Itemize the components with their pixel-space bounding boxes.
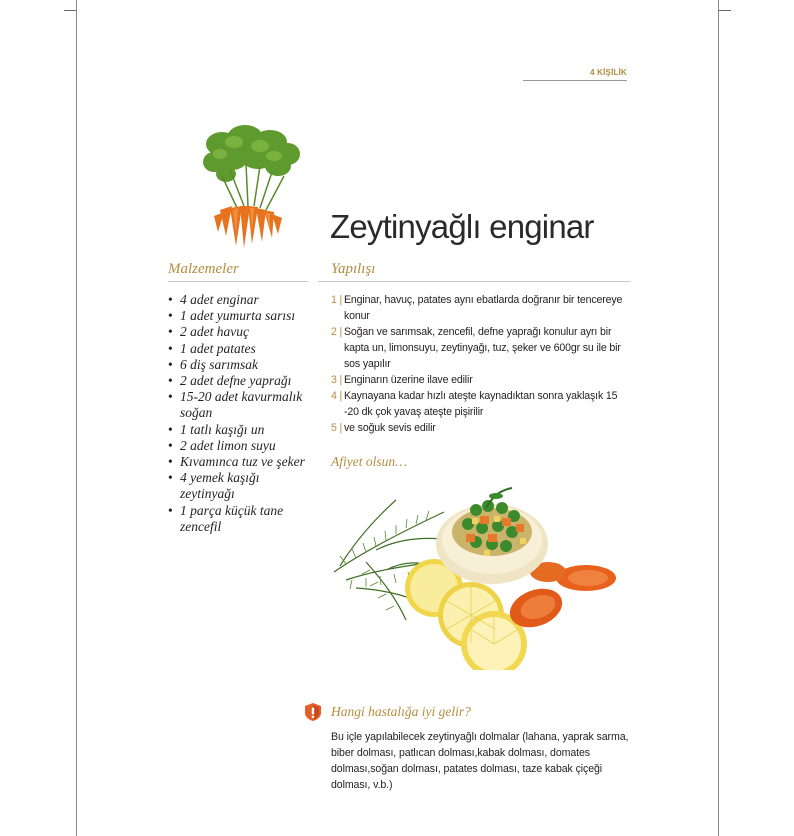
info-text: Bu içle yapılabilecek zeytinyağlı dolmalar (lahana, yaprak sarma, biber dolması, patlıcan dolması,kabak dolması, domates dolması,soğan dolması, patates dolması, taze kabak çiçeği dolması, v.b.) [331,731,629,791]
method-heading: Yapılışı [331,261,376,277]
ingredients-heading: Malzemeler [168,261,239,277]
ingredient-item: • 1 adet patates [168,341,308,357]
ingredient-item: • 2 adet defne yaprağı [168,373,308,389]
method-heading-rule [318,281,631,282]
dish-photo [326,470,626,670]
serves-rule [523,80,627,81]
step-text: Enginar, havuç, patates aynı ebatlarda doğranır bir tencereye konur [344,294,623,322]
page-edge-right [718,0,719,836]
ingredient-item: • 15-20 adet kavurmalık soğan [168,389,308,421]
ingredient-item: • 6 diş sarımsak [168,357,308,373]
exclamation-badge-icon [303,702,323,722]
carrot-bunch-image [200,124,304,252]
method-steps [331,292,631,436]
method-step: 1 | Enginar, havuç, patates aynı ebatlarda doğranır bir tencereye konur [331,294,623,322]
crop-mark-top-left [64,10,76,11]
crop-mark-top-right [719,10,731,11]
step-text: Enginarın üzerine ilave edilir [344,374,473,386]
ingredient-item: • 4 yemek kaşığı zeytinyağı [168,470,308,502]
info-heading: Hangi hastalığa iyi gelir? [331,704,471,719]
step-number: 2 [331,326,337,338]
ingredient-item: • 1 parça küçük tane zencefil [168,503,308,535]
ingredient-item: • Kıvamınca tuz ve şeker [168,454,308,470]
step-number: 1 [331,294,337,306]
ingredients-list [168,292,308,535]
recipe-title: Zeytinyağlı enginar [330,208,594,245]
ingredient-item: • 2 adet havuç [168,324,308,340]
ingredient-item: • 4 adet enginar [168,292,308,308]
ingredient-item: • 1 tatlı kaşığı un [168,422,308,438]
serves-label: 4 KİŞİLİK [590,68,627,77]
step-text: Soğan ve sarımsak, zencefil, defne yaprağı konulur ayrı bir kapta un, limonsuyu, zeytinyağı, tuz, şeker ve 600gr su ile bir sos yapılır [344,326,621,370]
step-number: 3 [331,374,337,386]
method-step: 2 | Soğan ve sarımsak, zencefil, defne yaprağı konulur ayrı bir kapta un, limonsuyu, zeytinyağı, tuz, şeker ve 600gr su ile bir sos yapılır [331,326,621,370]
method-step: 5 | ve soğuk sevis edilir [331,422,436,434]
step-number: 4 [331,390,337,402]
step-text: ve soğuk sevis edilir [344,422,436,434]
step-number: 5 [331,422,337,434]
method-step: 4 | Kaynayana kadar hızlı ateşte kaynadıktan sonra yaklaşık 15 -20 dk çok yavaş ateşte pişirilir [331,390,618,418]
page-edge-left [76,0,77,836]
method-step: 3 | Enginarın üzerine ilave edilir [331,374,473,386]
closing-line: Afiyet olsun… [331,454,408,469]
step-text: Kaynayana kadar hızlı ateşte kaynadıktan sonra yaklaşık 15 -20 dk çok yavaş ateşte pişirilir [344,390,618,418]
ingredients-heading-rule [168,281,308,282]
ingredient-item: • 2 adet limon suyu [168,438,308,454]
ingredient-item: • 1 adet yumurta sarısı [168,308,308,324]
